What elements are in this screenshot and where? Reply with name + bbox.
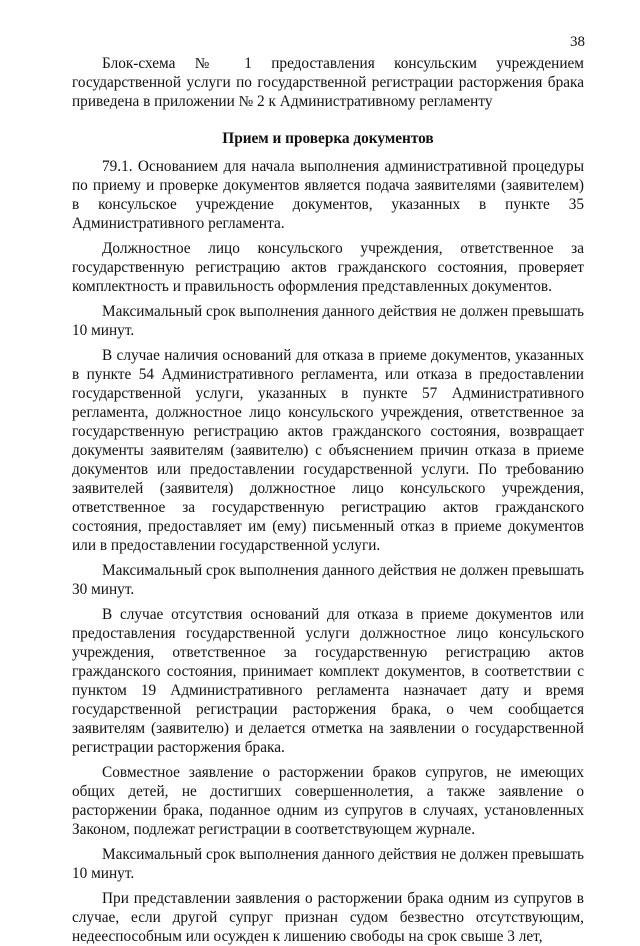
intro-paragraph: Блок-схема № 1 предоставления консульским учреждением государственной услуги по государственной регистрации расторжения брака приведена в приложении № 2 к Административному регламенту bbox=[72, 55, 584, 110]
paragraph-3: Максимальный срок выполнения данного действия не должен превышать 10 минут. bbox=[72, 303, 584, 339]
document-body bbox=[72, 54, 584, 946]
paragraph-2: Должностное лицо консульского учреждения, ответственное за государственную регистрацию актов гражданского состояния, проверяет комплектность и правильность оформления представленных документов. bbox=[72, 240, 584, 295]
section-title: Прием и проверка документов bbox=[222, 130, 434, 147]
paragraph-9: При представлении заявления о расторжении брака одним из супругов в случае, если другой супруг признан судом безвестно отсутствующим, недееспособным или осужден к лишению свободы на срок свыше 3 лет, bbox=[72, 890, 584, 945]
paragraph-8: Максимальный срок выполнения данного действия не должен превышать 10 минут. bbox=[72, 846, 584, 882]
paragraph-4: В случае наличия оснований для отказа в приеме документов, указанных в пункте 54 Административного регламента, или отказа в предоставлении государственной услуги, указанных в пункте 57 Административного регламента, должностное лицо консульского учреждения, ответственное за государственную регистрацию актов гражданского состояния, возвращает документы заявителям (заявителю) с объяснением причин отказа в приеме документов или предоставлении государственной услуги. По требованию заявителей (заявителя) должностное лицо консульского учреждения, ответственное за государственную регистрацию актов гражданского состояния, предоставляет им (ему) письменный отказ в приеме документов или в предоставлении государственной услуги. bbox=[72, 347, 584, 554]
paragraph-6: В случае отсутствия оснований для отказа в приеме документов или предоставления государственной услуги должностное лицо консульского учреждения, ответственное за государственную регистрацию актов гражданского состояния, принимает комплект документов, в соответствии с пунктом 19 Административного регламента назначает дату и время государственной регистрации расторжения брака, о чем сообщается заявителям (заявителю) и делается отметка на заявлении о государственной регистрации расторжения брака. bbox=[72, 606, 584, 756]
paragraph-5: Максимальный срок выполнения данного действия не должен превышать 30 минут. bbox=[72, 562, 584, 598]
paragraph-7: Совместное заявление о расторжении браков супругов, не имеющих общих детей, не достигших совершеннолетия, а также заявление о расторжении брака, поданное одним из супругов в случаях, установленных Законом, подлежат регистрации в соответствующем журнале. bbox=[72, 764, 584, 838]
page-number: 38 bbox=[570, 34, 585, 50]
paragraph-1: 79.1. Основанием для начала выполнения административной процедуры по приему и проверке документов является подача заявителями (заявителем) в консульское учреждение документов, указанных в пункте 35 Административного регламента. bbox=[72, 158, 584, 232]
